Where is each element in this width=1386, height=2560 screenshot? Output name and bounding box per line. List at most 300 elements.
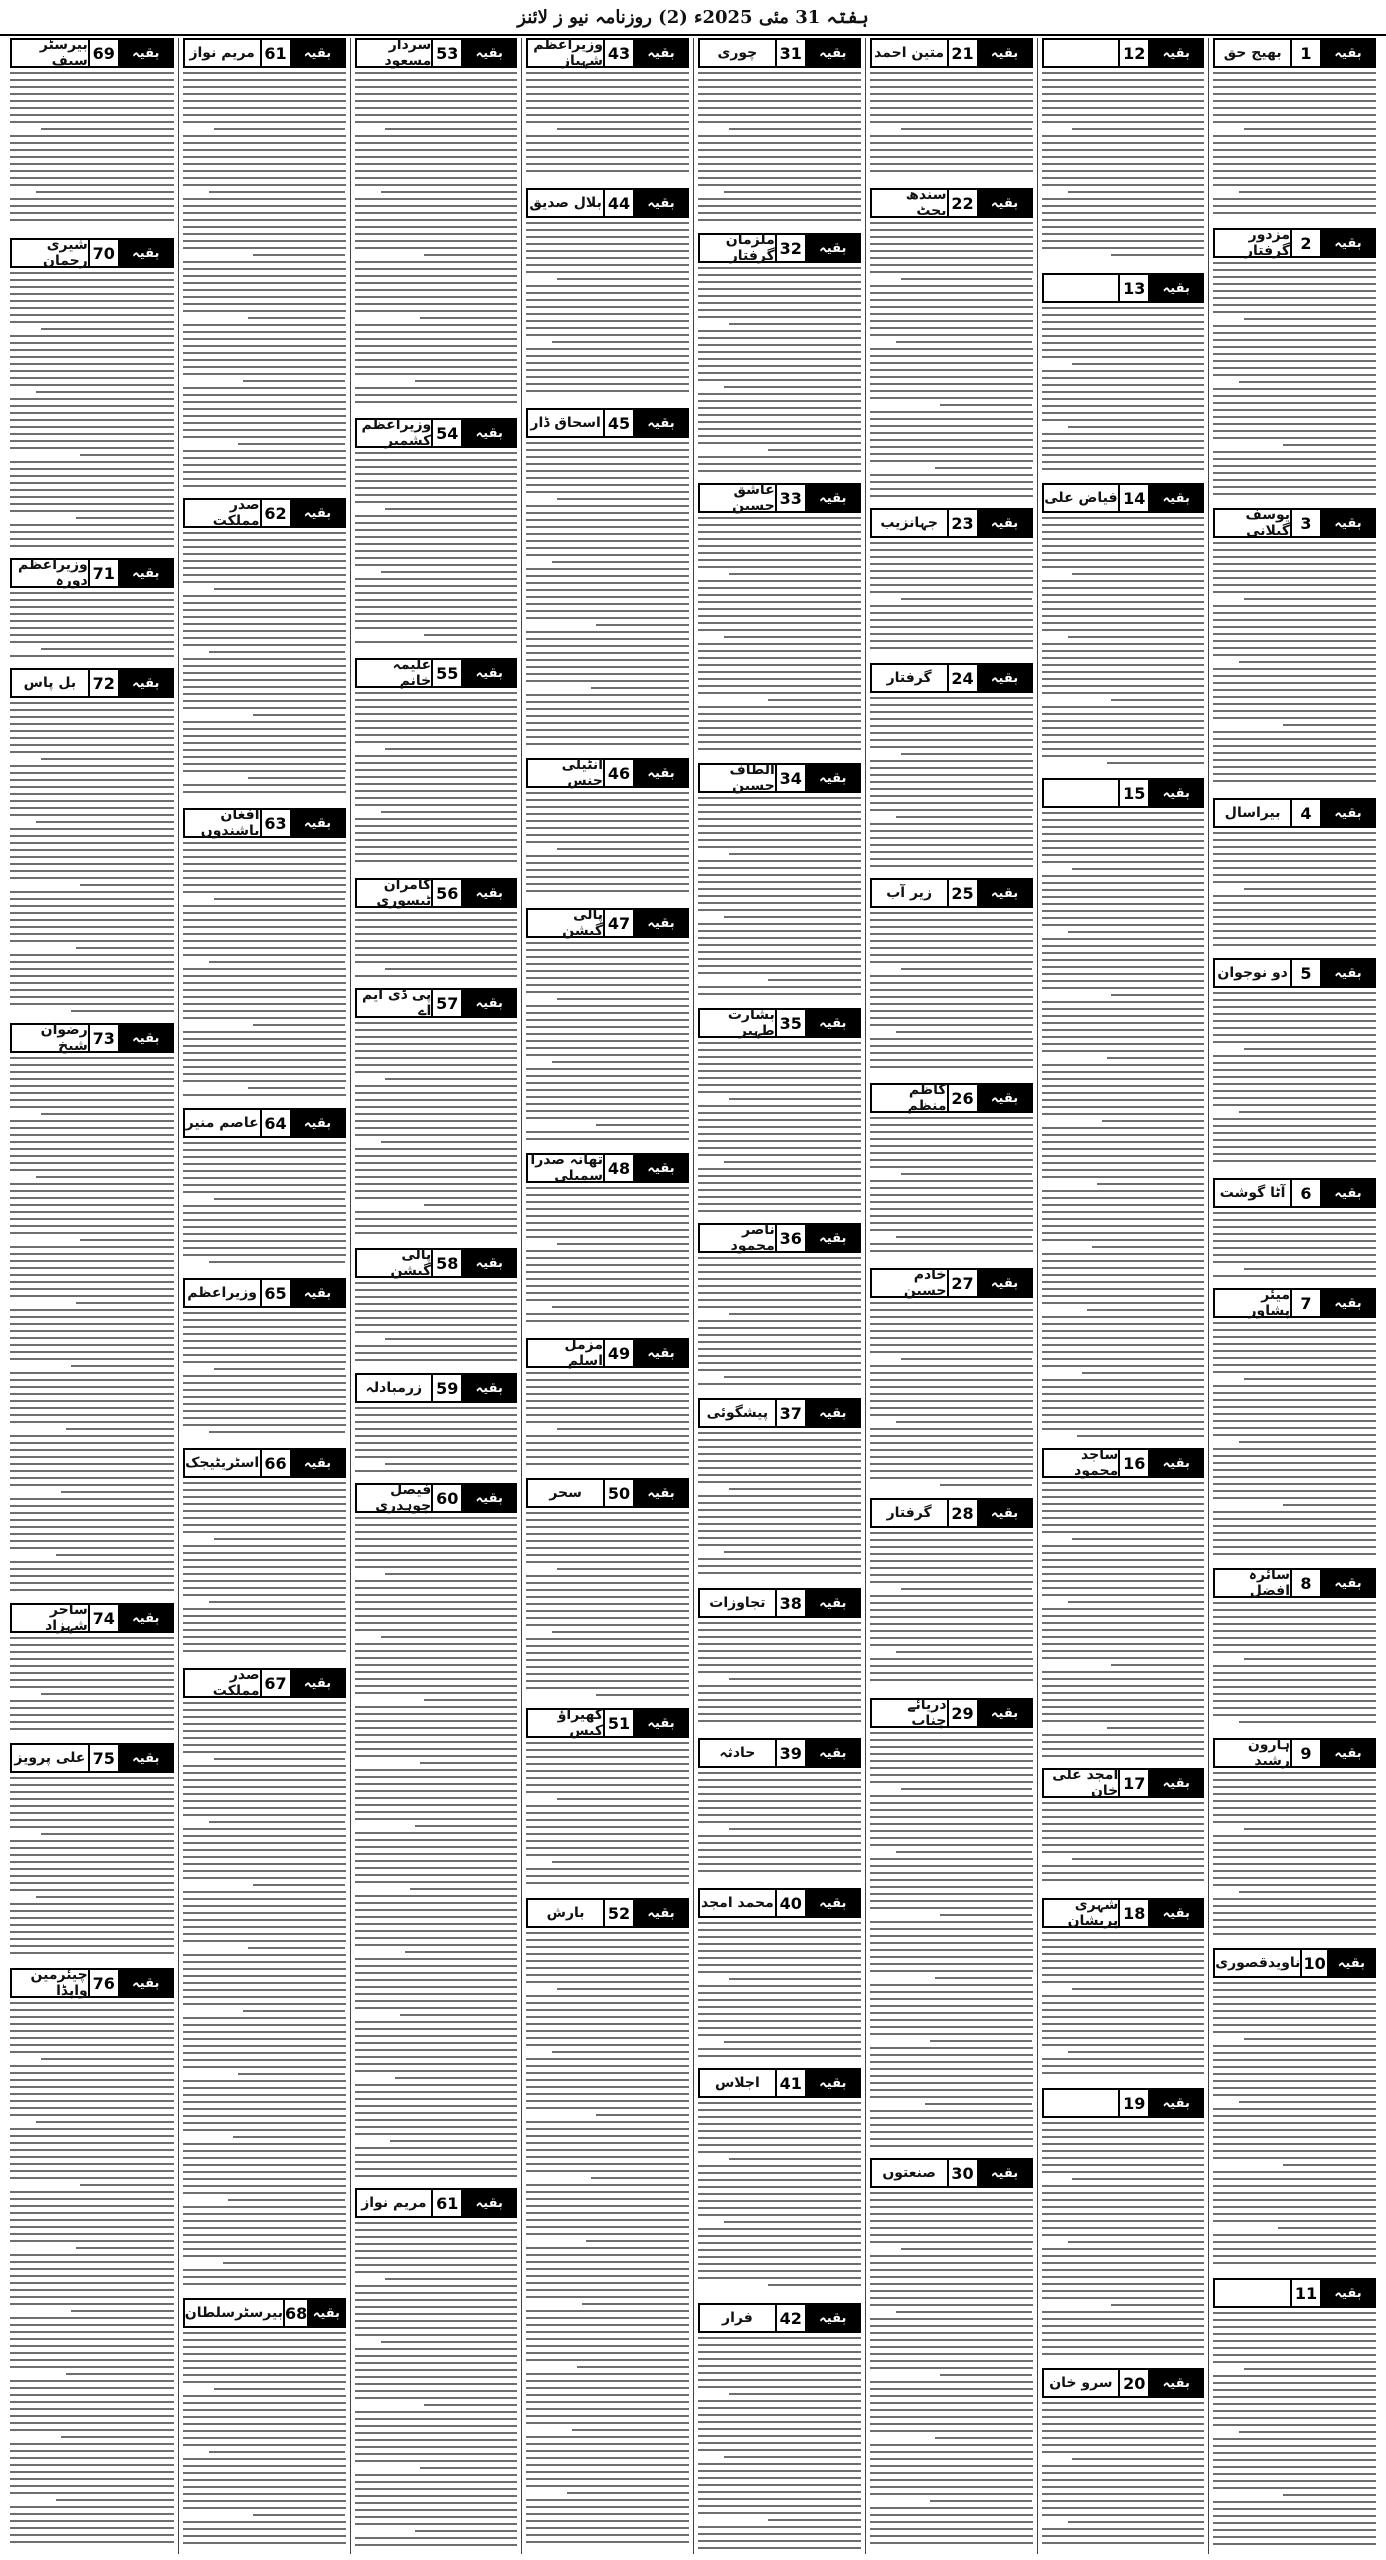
continuation-label: بقیہ xyxy=(807,1400,859,1426)
continuation-label: بقیہ xyxy=(807,235,859,261)
article-body-text xyxy=(355,452,518,652)
continuation-number: 69 xyxy=(88,40,120,66)
continuation-title: متین احمد xyxy=(872,40,947,66)
continuation-title: گرفتار xyxy=(872,1500,947,1526)
continuation-header xyxy=(870,2158,1033,2188)
continuation-header xyxy=(698,1738,861,1768)
continuation-number: 25 xyxy=(947,880,979,906)
continuation-header xyxy=(10,1743,174,1773)
article-body-text xyxy=(870,697,1033,872)
article-continuation xyxy=(870,2158,1033,2554)
continuation-title: بیرسٹرسلطان xyxy=(185,2300,283,2326)
continuation-title: بلال صدیق xyxy=(528,190,603,216)
continuation-label: بقیہ xyxy=(979,510,1031,536)
column-5 xyxy=(521,38,693,2554)
continuation-header xyxy=(1042,778,1205,808)
continuation-title: علی پرویز xyxy=(12,1745,88,1771)
article-continuation xyxy=(10,1603,174,1737)
continuation-header xyxy=(183,2298,346,2328)
article-body-text xyxy=(1042,2122,1205,2362)
continuation-header xyxy=(526,1898,689,1928)
continuation-number: 76 xyxy=(88,1970,120,1996)
continuation-header xyxy=(1213,798,1376,828)
article-continuation xyxy=(1042,2088,1205,2362)
continuation-title: مزمل اسلم xyxy=(528,1340,603,1366)
article-continuation xyxy=(1213,1568,1376,1732)
article-body-text xyxy=(183,1142,346,1272)
continuation-number: 50 xyxy=(603,1480,635,1506)
continuation-header xyxy=(183,1108,346,1138)
continuation-number: 39 xyxy=(775,1740,807,1766)
continuation-label: بقیہ xyxy=(1150,485,1202,511)
continuation-label: بقیہ xyxy=(979,40,1031,66)
article-body-text xyxy=(355,2222,518,2554)
article-continuation xyxy=(870,508,1033,657)
continuation-title: سرو خان xyxy=(1044,2370,1119,2396)
continuation-label: بقیہ xyxy=(979,1270,1031,1296)
continuation-label: بقیہ xyxy=(1322,510,1374,536)
continuation-label: بقیہ xyxy=(807,1890,859,1916)
column-6 xyxy=(350,38,522,2554)
continuation-number: 49 xyxy=(603,1340,635,1366)
article-body-text xyxy=(1042,307,1205,477)
continuation-title: زیر آب xyxy=(872,880,947,906)
continuation-label: بقیہ xyxy=(1150,2370,1202,2396)
continuation-title: میئر پشاور xyxy=(1215,1290,1290,1316)
continuation-title: ہارون رشید xyxy=(1215,1740,1290,1766)
continuation-label: بقیہ xyxy=(463,1375,515,1401)
article-continuation xyxy=(183,2298,346,2554)
article-continuation xyxy=(355,988,518,1242)
continuation-title: بھیج حق xyxy=(1215,40,1290,66)
continuation-number: 46 xyxy=(603,760,635,786)
continuation-header xyxy=(10,668,174,698)
article-continuation xyxy=(1213,38,1376,222)
article-continuation xyxy=(1213,1738,1376,1942)
continuation-title xyxy=(1044,2090,1119,2116)
continuation-label: بقیہ xyxy=(807,1010,859,1036)
continuation-title: ناصر محمود xyxy=(700,1225,775,1251)
continuation-title xyxy=(1044,275,1119,301)
article-body-text xyxy=(355,912,518,982)
article-continuation xyxy=(526,1153,689,1332)
continuation-number: 11 xyxy=(1290,2280,1322,2306)
continuation-label: بقیہ xyxy=(807,1740,859,1766)
continuation-title: سردار مسعود xyxy=(357,40,432,66)
continuation-title: دریائے چناب xyxy=(872,1700,947,1726)
continuation-title: خادم حسین xyxy=(872,1270,947,1296)
article-continuation xyxy=(1042,1898,1205,2082)
article-body-text xyxy=(355,1517,518,2182)
continuation-number: 3 xyxy=(1290,510,1322,536)
continuation-label: بقیہ xyxy=(635,760,687,786)
continuation-number: 26 xyxy=(947,1085,979,1111)
article-continuation xyxy=(1042,2368,1205,2554)
continuation-number: 59 xyxy=(431,1375,463,1401)
continuation-number: 30 xyxy=(947,2160,979,2186)
continuation-title: مریم نواز xyxy=(185,40,260,66)
article-continuation xyxy=(698,1738,861,1882)
article-continuation xyxy=(355,1373,518,1477)
article-continuation xyxy=(870,663,1033,872)
article-body-text xyxy=(1042,2402,1205,2554)
article-body-text xyxy=(526,1187,689,1332)
continuation-header xyxy=(526,1338,689,1368)
article-body-text xyxy=(526,442,689,752)
continuation-label: بقیہ xyxy=(463,660,515,686)
continuation-title: پالی گیشن xyxy=(528,910,603,936)
continuation-number: 17 xyxy=(1118,1770,1150,1796)
continuation-label: بقیہ xyxy=(979,1700,1031,1726)
article-continuation xyxy=(183,1448,346,1662)
article-body-text xyxy=(355,72,518,412)
article-continuation xyxy=(1213,508,1376,792)
article-continuation xyxy=(698,2303,861,2554)
article-body-text xyxy=(698,1622,861,1732)
continuation-header xyxy=(355,658,518,688)
continuation-title: وزیراعظم کشمیر xyxy=(357,420,432,446)
continuation-header xyxy=(698,2068,861,2098)
continuation-header xyxy=(1213,1178,1376,1208)
continuation-header xyxy=(1213,38,1376,68)
article-body-text xyxy=(1213,992,1376,1172)
article-continuation xyxy=(183,1668,346,2292)
article-continuation xyxy=(1213,228,1376,502)
article-body-text xyxy=(10,1637,174,1737)
article-body-text xyxy=(1042,1802,1205,1892)
article-continuation xyxy=(526,408,689,752)
continuation-header xyxy=(10,1603,174,1633)
continuation-number: 20 xyxy=(1118,2370,1150,2396)
article-body-text xyxy=(1213,262,1376,502)
continuation-title: بیراسال xyxy=(1215,800,1290,826)
continuation-title: فیاض علی xyxy=(1044,485,1119,511)
continuation-label: بقیہ xyxy=(635,40,687,66)
continuation-number: 21 xyxy=(947,40,979,66)
continuation-label: بقیہ xyxy=(635,1480,687,1506)
article-body-text xyxy=(355,692,518,872)
continuation-title xyxy=(1044,780,1119,806)
continuation-title: ناویدقصوری xyxy=(1215,1950,1300,1976)
continuation-number: 72 xyxy=(88,670,120,696)
continuation-title: شہری پریشان xyxy=(1044,1900,1119,1926)
continuation-title: محمد امجد xyxy=(700,1890,775,1916)
continuation-header xyxy=(355,38,518,68)
continuation-label: بقیہ xyxy=(807,1225,859,1251)
column-3 xyxy=(865,38,1037,2554)
article-continuation xyxy=(183,1278,346,1442)
article-continuation xyxy=(355,2188,518,2554)
article-body-text xyxy=(870,542,1033,657)
continuation-title: سائرہ افضل xyxy=(1215,1570,1290,1596)
article-body-text xyxy=(526,1512,689,1702)
continuation-label: بقیہ xyxy=(979,190,1031,216)
column-2 xyxy=(1037,38,1209,2554)
continuation-label: بقیہ xyxy=(463,880,515,906)
article-continuation xyxy=(870,188,1033,502)
article-continuation xyxy=(1042,273,1205,477)
continuation-label: بقیہ xyxy=(979,665,1031,691)
article-body-text xyxy=(870,1532,1033,1692)
continuation-label: بقیہ xyxy=(463,1485,515,1511)
article-continuation xyxy=(355,1483,518,2182)
continuation-number: 1 xyxy=(1290,40,1322,66)
continuation-number: 58 xyxy=(431,1250,463,1276)
article-continuation xyxy=(698,1223,861,1392)
continuation-header xyxy=(10,1023,174,1053)
continuation-number: 55 xyxy=(431,660,463,686)
continuation-number: 53 xyxy=(431,40,463,66)
continuation-label: بقیہ xyxy=(1329,1950,1374,1976)
continuation-label: بقیہ xyxy=(1150,40,1202,66)
continuation-label: بقیہ xyxy=(292,1110,344,1136)
article-continuation xyxy=(698,1888,861,2062)
article-continuation xyxy=(1213,798,1376,952)
continuation-title: امجد علی خان xyxy=(1044,1770,1119,1796)
continuation-label: بقیہ xyxy=(120,560,172,586)
article-body-text xyxy=(183,2332,346,2554)
continuation-label: بقیہ xyxy=(463,1250,515,1276)
continuation-header xyxy=(1042,1898,1205,1928)
article-body-text xyxy=(10,1777,174,1962)
continuation-header xyxy=(1213,228,1376,258)
page-header xyxy=(0,0,1386,36)
continuation-number: 51 xyxy=(603,1710,635,1736)
continuation-number: 70 xyxy=(88,240,120,266)
continuation-number: 5 xyxy=(1290,960,1322,986)
article-body-text xyxy=(526,72,689,182)
continuation-title: پیشگوئی xyxy=(700,1400,775,1426)
continuation-header xyxy=(870,1698,1033,1728)
continuation-title: بشارت طہیر xyxy=(700,1010,775,1036)
continuation-number: 33 xyxy=(775,485,807,511)
continuation-title: گرفتار xyxy=(872,665,947,691)
article-body-text xyxy=(698,1257,861,1392)
continuation-label: بقیہ xyxy=(1322,1740,1374,1766)
continuation-label: بقیہ xyxy=(292,1670,344,1696)
continuation-label: بقیہ xyxy=(463,2190,515,2216)
column-7 xyxy=(178,38,350,2554)
continuation-header xyxy=(698,1008,861,1038)
continuation-number: 67 xyxy=(260,1670,292,1696)
continuation-number: 56 xyxy=(431,880,463,906)
continuation-label: بقیہ xyxy=(635,1155,687,1181)
continuation-number: 61 xyxy=(431,2190,463,2216)
article-continuation xyxy=(698,38,861,227)
article-continuation xyxy=(10,668,174,1017)
continuation-label: بقیہ xyxy=(1322,960,1374,986)
continuation-header xyxy=(183,1448,346,1478)
continuation-header xyxy=(183,1668,346,1698)
continuation-label: بقیہ xyxy=(1150,780,1202,806)
continuation-header xyxy=(10,558,174,588)
continuation-title: دو نوجوان xyxy=(1215,960,1290,986)
article-continuation xyxy=(10,238,174,552)
article-continuation xyxy=(1213,1178,1376,1282)
continuation-number: 19 xyxy=(1118,2090,1150,2116)
article-continuation xyxy=(698,1008,861,1217)
continuation-label: بقیہ xyxy=(463,40,515,66)
continuation-label: بقیہ xyxy=(807,485,859,511)
article-body-text xyxy=(526,1932,689,2554)
continuation-title: تھانہ صدرا سمبلی xyxy=(528,1155,603,1181)
continuation-title: ساجد محمود xyxy=(1044,1450,1119,1476)
continuation-title: چیئرمین واپڈا xyxy=(12,1970,88,1996)
continuation-header xyxy=(1042,38,1205,68)
continuation-header xyxy=(1042,483,1205,513)
article-continuation xyxy=(870,38,1033,182)
article-continuation xyxy=(526,1478,689,1702)
continuation-number: 64 xyxy=(260,1110,292,1136)
article-continuation xyxy=(526,1338,689,1472)
continuation-label: بقیہ xyxy=(1322,40,1374,66)
article-continuation xyxy=(1042,483,1205,772)
article-body-text xyxy=(10,1057,174,1597)
continuation-number: 7 xyxy=(1290,1290,1322,1316)
continuation-number: 27 xyxy=(947,1270,979,1296)
article-body-text xyxy=(870,1117,1033,1262)
continuation-number: 23 xyxy=(947,510,979,536)
continuation-header xyxy=(526,1478,689,1508)
continuation-number: 38 xyxy=(775,1590,807,1616)
continuation-header xyxy=(870,188,1033,218)
continuation-label: بقیہ xyxy=(463,990,515,1016)
article-body-text xyxy=(698,2337,861,2554)
continuation-label: بقیہ xyxy=(1322,1290,1374,1316)
continuation-header xyxy=(870,508,1033,538)
article-continuation xyxy=(698,1398,861,1582)
article-continuation xyxy=(1213,2278,1376,2554)
continuation-title: صدر مملکت xyxy=(185,1670,260,1696)
continuation-number: 52 xyxy=(603,1900,635,1926)
continuation-title: آٹا گوشت xyxy=(1215,1180,1290,1206)
article-body-text xyxy=(1213,1212,1376,1282)
article-body-text xyxy=(1213,1322,1376,1562)
continuation-header xyxy=(870,663,1033,693)
continuation-title: بارش xyxy=(528,1900,603,1926)
continuation-label: بقیہ xyxy=(292,500,344,526)
continuation-header xyxy=(355,1248,518,1278)
continuation-title: ملزمان گرفتار xyxy=(700,235,775,261)
continuation-label: بقیہ xyxy=(979,1085,1031,1111)
continuation-title: پی ڈی ایم اے xyxy=(357,990,432,1016)
article-continuation xyxy=(870,1268,1033,1492)
article-body-text xyxy=(698,797,861,1002)
continuation-title: سندھ بجٹ xyxy=(872,190,947,216)
article-continuation xyxy=(1213,1948,1376,2272)
continuation-title: کاظم منظم xyxy=(872,1085,947,1111)
article-body-text xyxy=(870,72,1033,182)
continuation-header xyxy=(355,1373,518,1403)
article-body-text xyxy=(183,842,346,1102)
continuation-title: وزیراعظم xyxy=(185,1280,260,1306)
article-continuation xyxy=(183,498,346,802)
continuation-number: 61 xyxy=(260,40,292,66)
continuation-header xyxy=(183,38,346,68)
continuation-header xyxy=(1213,2278,1376,2308)
continuation-header xyxy=(10,1968,174,1998)
article-body-text xyxy=(1042,72,1205,267)
continuation-number: 4 xyxy=(1290,800,1322,826)
continuation-header xyxy=(698,2303,861,2333)
continuation-label: بقیہ xyxy=(1150,1900,1202,1926)
continuation-number: 16 xyxy=(1118,1450,1150,1476)
continuation-label: بقیہ xyxy=(1322,1180,1374,1206)
continuation-number: 18 xyxy=(1118,1900,1150,1926)
continuation-number: 73 xyxy=(88,1025,120,1051)
continuation-label: بقیہ xyxy=(120,40,172,66)
continuation-number: 43 xyxy=(603,40,635,66)
continuation-label: بقیہ xyxy=(635,1710,687,1736)
continuation-number: 31 xyxy=(775,40,807,66)
continuation-label: بقیہ xyxy=(1150,1770,1202,1796)
continuation-label: بقیہ xyxy=(292,1450,344,1476)
continuation-header xyxy=(1042,2088,1205,2118)
continuation-title xyxy=(1044,40,1119,66)
article-continuation xyxy=(870,1698,1033,2152)
continuation-label: بقیہ xyxy=(635,910,687,936)
continuation-header xyxy=(355,1483,518,1513)
article-body-text xyxy=(870,2192,1033,2554)
article-continuation xyxy=(1042,1768,1205,1892)
continuation-number: 48 xyxy=(603,1155,635,1181)
continuation-header xyxy=(526,408,689,438)
continuation-title: وزیراعظم دورہ xyxy=(12,560,88,586)
continuation-number: 44 xyxy=(603,190,635,216)
continuation-header xyxy=(526,908,689,938)
article-body-text xyxy=(870,1302,1033,1492)
article-body-text xyxy=(355,1282,518,1367)
continuation-label: بقیہ xyxy=(120,240,172,266)
continuation-number: 36 xyxy=(775,1225,807,1251)
article-continuation xyxy=(698,233,861,477)
continuation-label: بقیہ xyxy=(292,810,344,836)
article-body-text xyxy=(698,517,861,757)
article-continuation xyxy=(1042,1448,1205,1762)
article-body-text xyxy=(1213,542,1376,792)
article-body-text xyxy=(183,72,346,492)
continuation-header xyxy=(698,1888,861,1918)
continuation-number: 13 xyxy=(1118,275,1150,301)
continuation-number: 28 xyxy=(947,1500,979,1526)
continuation-label: بقیہ xyxy=(635,1900,687,1926)
article-body-text xyxy=(870,1732,1033,2152)
continuation-number: 6 xyxy=(1290,1180,1322,1206)
article-continuation xyxy=(870,1498,1033,1692)
article-continuation xyxy=(10,1968,174,2554)
article-continuation xyxy=(526,1898,689,2554)
article-body-text xyxy=(355,1407,518,1477)
article-continuation xyxy=(1213,958,1376,1172)
continuation-header xyxy=(698,1223,861,1253)
continuation-title: صنعتوں xyxy=(872,2160,947,2186)
article-body-text xyxy=(526,222,689,402)
continuation-label: بقیہ xyxy=(635,190,687,216)
article-body-text xyxy=(183,1702,346,2292)
article-body-text xyxy=(183,532,346,802)
continuation-label: بقیہ xyxy=(120,1605,172,1631)
continuation-header xyxy=(10,38,174,68)
article-body-text xyxy=(1042,1482,1205,1762)
continuation-title: فرار xyxy=(700,2305,775,2331)
article-continuation xyxy=(870,878,1033,1077)
continuation-label: بقیہ xyxy=(463,420,515,446)
continuation-title: سحر xyxy=(528,1480,603,1506)
continuation-number: 22 xyxy=(947,190,979,216)
continuation-label: بقیہ xyxy=(309,2300,343,2326)
continuation-number: 34 xyxy=(775,765,807,791)
continuation-header xyxy=(870,38,1033,68)
